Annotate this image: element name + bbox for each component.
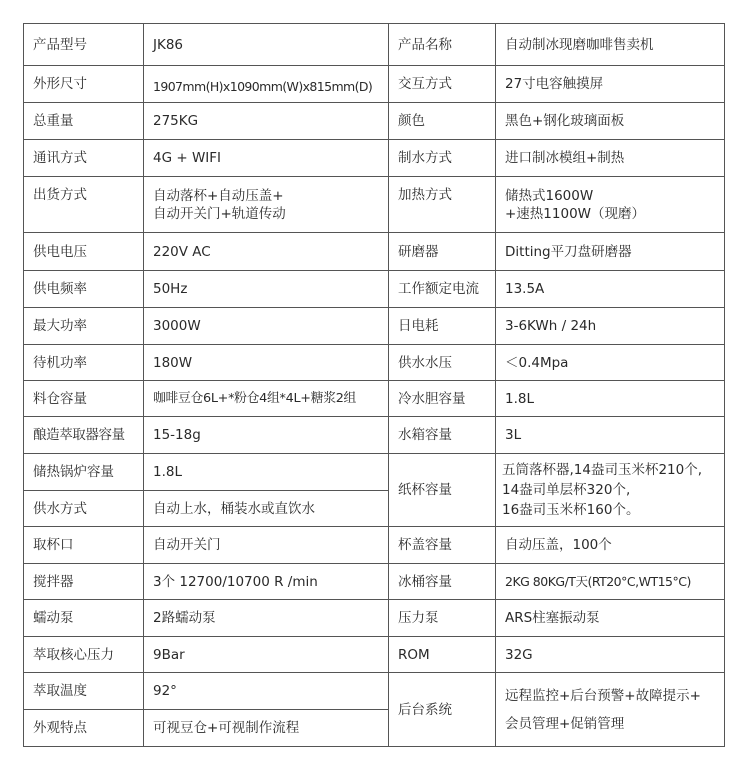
spec-value: 1.8L	[144, 454, 389, 491]
spec-label: 供水水压	[389, 345, 496, 381]
spec-value: ARS柱塞振动泵	[496, 600, 725, 637]
spec-value: 咖啡豆仓6L+*粉仓4组*4L+糖浆2组	[144, 381, 389, 417]
table-row	[24, 24, 725, 66]
spec-value: 2KG 80KG/T天(RT20°C,WT15°C)	[496, 564, 725, 600]
spec-value-line: 会员管理+促销管理	[505, 715, 625, 732]
spec-label: ROM	[389, 637, 496, 673]
spec-value	[496, 177, 725, 233]
spec-value: 15-18g	[144, 417, 389, 454]
spec-value: 9Bar	[144, 637, 389, 673]
spec-value-line: 自动落杯+自动压盖+	[153, 187, 284, 204]
spec-label: 取杯口	[24, 527, 144, 564]
spec-label: 储热锅炉容量	[24, 454, 144, 491]
spec-value: 可视豆仓+可视制作流程	[144, 710, 389, 747]
spec-label: 冰桶容量	[389, 564, 496, 600]
spec-label: 料仓容量	[24, 381, 144, 417]
spec-value: 3个 12700/10700 R /min	[144, 564, 389, 600]
spec-value: 180W	[144, 345, 389, 381]
spec-label: 通讯方式	[24, 140, 144, 177]
spec-value-line: 远程监控+后台预警+故障提示+	[505, 687, 701, 704]
spec-value: 32G	[496, 637, 725, 673]
spec-label: 冷水胆容量	[389, 381, 496, 417]
spec-label: 萃取核心压力	[24, 637, 144, 673]
spec-value: JK86	[144, 24, 389, 66]
spec-value: 27寸电容触摸屏	[496, 66, 725, 103]
spec-value-line: 16盎司玉米杯160个。	[502, 502, 640, 518]
spec-label: 产品名称	[389, 24, 496, 66]
spec-value: Ditting平刀盘研磨器	[496, 233, 725, 271]
spec-value: 2路蠕动泵	[144, 600, 389, 637]
spec-label: 萃取温度	[24, 673, 144, 710]
spec-table	[23, 23, 725, 747]
spec-label: 产品型号	[24, 24, 144, 66]
spec-label: 搅拌器	[24, 564, 144, 600]
table-row	[24, 271, 725, 308]
spec-label: 杯盖容量	[389, 527, 496, 564]
spec-value: 4G + WIFI	[144, 140, 389, 177]
spec-label: 供电频率	[24, 271, 144, 308]
table-row	[24, 417, 725, 454]
spec-label: 供电电压	[24, 233, 144, 271]
spec-label: 颜色	[389, 103, 496, 140]
spec-label: 制水方式	[389, 140, 496, 177]
spec-value: ＜0.4Mpa	[496, 345, 725, 381]
spec-value: 275KG	[144, 103, 389, 140]
spec-value: 自动开关门	[144, 527, 389, 564]
spec-label: 后台系统	[389, 673, 496, 747]
spec-value: 92°	[144, 673, 389, 710]
table-row	[24, 637, 725, 673]
spec-value: 1907mm(H)x1090mm(W)x815mm(D)	[144, 66, 389, 103]
spec-label: 工作额定电流	[389, 271, 496, 308]
spec-value: 进口制冰模组+制热	[496, 140, 725, 177]
spec-label: 出货方式	[24, 177, 144, 233]
spec-label: 研磨器	[389, 233, 496, 271]
spec-label: 外形尺寸	[24, 66, 144, 103]
spec-label: 日电耗	[389, 308, 496, 345]
table-row	[24, 233, 725, 271]
spec-value: 3000W	[144, 308, 389, 345]
spec-value: 自动上水，桶装水或直饮水	[144, 491, 389, 527]
spec-value	[496, 454, 725, 527]
spec-value: 220V AC	[144, 233, 389, 271]
spec-value: 13.5A	[496, 271, 725, 308]
spec-value: 黑色+钢化玻璃面板	[496, 103, 725, 140]
spec-label: 水箱容量	[389, 417, 496, 454]
spec-label: 供水方式	[24, 491, 144, 527]
spec-label: 交互方式	[389, 66, 496, 103]
spec-label: 纸杯容量	[389, 454, 496, 527]
spec-label: 最大功率	[24, 308, 144, 345]
spec-value: 1.8L	[496, 381, 725, 417]
spec-value: 50Hz	[144, 271, 389, 308]
spec-value: 自动制冰现磨咖啡售卖机	[496, 24, 725, 66]
spec-value	[496, 673, 725, 747]
spec-label: 蠕动泵	[24, 600, 144, 637]
table-row	[24, 673, 725, 710]
spec-value-line: 14盎司单层杯320个,	[502, 482, 631, 498]
spec-value-line: 五筒落杯器,14盎司玉米杯210个,	[502, 462, 703, 478]
spec-value: 3L	[496, 417, 725, 454]
table-row	[24, 527, 725, 564]
table-row	[24, 381, 725, 417]
spec-label: 酿造萃取器容量	[24, 417, 144, 454]
table-row	[24, 103, 725, 140]
table-row	[24, 140, 725, 177]
spec-value-line: 储热式1600W	[505, 187, 594, 204]
spec-label: 加热方式	[389, 177, 496, 233]
spec-value	[144, 177, 389, 233]
spec-label: 压力泵	[389, 600, 496, 637]
spec-label: 待机功率	[24, 345, 144, 381]
spec-value-line: 自动开关门+轨道传动	[153, 205, 286, 222]
spec-value: 自动压盖，100个	[496, 527, 725, 564]
table-row	[24, 345, 725, 381]
table-row	[24, 308, 725, 345]
spec-label: 总重量	[24, 103, 144, 140]
spec-value-line: +速热1100W（现磨）	[505, 205, 646, 222]
table-row	[24, 564, 725, 600]
table-row	[24, 66, 725, 103]
spec-label: 外观特点	[24, 710, 144, 747]
spec-value: 3-6KWh / 24h	[496, 308, 725, 345]
table-row	[24, 454, 725, 491]
table-row	[24, 600, 725, 637]
table-row	[24, 177, 725, 233]
